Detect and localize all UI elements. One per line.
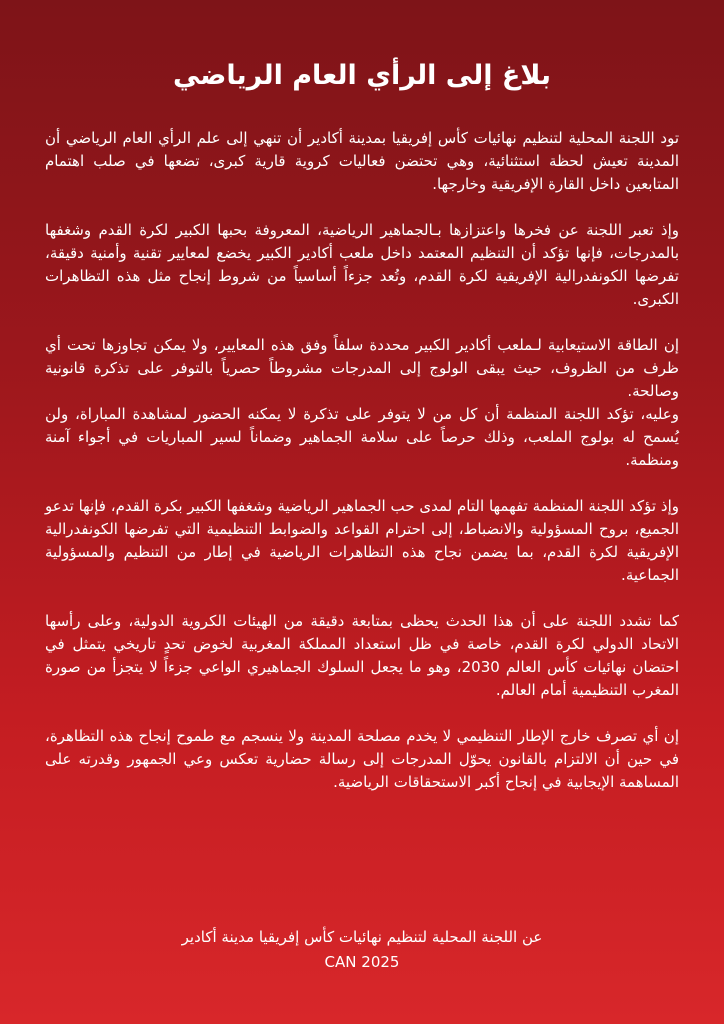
paragraph-responsibility: وإذ تؤكد اللجنة المنظمة تفهمها التام لمدى حب الجماهير الرياضية وشغفها الكبير بكرة القدم، فإنها تدعو الجميع، بروح المسؤولية والانضباط، إلى احترام القواعد والضوابط التنظيمية التي تفرضها الكونفدرالية الإفريقية لكرة القدم، بما يضمن نجاح هذه التظاهرات الرياضية في إطار من التنظيم والمسؤولية الجماعية.	[45, 497, 679, 584]
signature-block	[0, 925, 724, 975]
paragraph-capacity: إن الطاقة الاستيعابية لـملعب أكادير الكبير محددة سلفاً وفق هذه المعايير، ولا يمكن تجاوزها تحت أي ظرف من الظروف، حيث يبقى الولوج إلى المدرجات مشروطاً حصرياً بالتوفر على تذكرة قانونية وصالحة.	[45, 336, 679, 400]
paragraph-world-cup: كما تشدد اللجنة على أن هذا الحدث يحظى بمتابعة دقيقة من الهيئات الكروية الدولية، وعلى رأسها الاتحاد الدولي لكرة القدم، خاصة في ظل استعداد المملكة المغربية لخوض تحدٍ تاريخي يتمثل في احتضان نهائيات كأس العالم 2030، وهو ما يجعل السلوك الجماهيري الواعي جزءاً لا يتجزأ من صورة المغرب التنظيمية أمام العالم.	[45, 612, 679, 699]
paragraph-ticket-requirement: وعليه، تؤكد اللجنة المنظمة أن كل من لا يتوفر على تذكرة لا يمكنه الحضور لمشاهدة المباراة، ولن يُسمح له بولوج الملعب، وذلك حرصاً على سلامة الجماهير وضماناً لسير المباريات في أجواء آمنة ومنظمة.	[45, 405, 679, 469]
paragraph-conclusion: إن أي تصرف خارج الإطار التنظيمي لا يخدم مصلحة المدينة ولا ينسجم مع طموح إنجاح هذه التظاهرة، في حين أن الالتزام بالقانون يحوّل المدرجات إلى رسالة حضارية تعكس وعي الجمهور وقدرته على المساهمة الإيجابية في إنجاح أكبر الاستحقاقات الرياضية.	[45, 727, 679, 791]
page-title: بلاغ إلى الرأي العام الرياضي	[172, 60, 551, 91]
signature-committee: عن اللجنة المحلية لتنظيم نهائيات كأس إفريقيا مدينة أكادير	[181, 928, 543, 946]
paragraph-intro: تود اللجنة المحلية لتنظيم نهائيات كأس إفريقيا بمدينة أكادير أن تنهي إلى علم الرأي العام الرياضي أن المدينة تعيش لحظة استثنائية، وهي تحتضن فعاليات كروية قارية كبرى، تضعها في صلب اهتمام المتابعين داخل القارة الإفريقية وخارجها.	[45, 129, 679, 193]
signature-event-code: CAN 2025	[324, 953, 400, 971]
paragraph-fans-pride: وإذ تعبر اللجنة عن فخرها واعتزازها بـالجماهير الرياضية، المعروفة بحبها الكبير لكرة القدم وشغفها بالمدرجات، فإنها تؤكد أن التنظيم المعتمد داخل ملعب أكادير الكبير يخضع لمعايير تقنية وأمنية دقيقة، تفرضها الكونفدرالية الإفريقية لكرة القدم، وتُعد جزءاً أساسياً من شروط إنجاح مثل هذه التظاهرات الكبرى.	[45, 221, 679, 308]
statement-body	[45, 127, 679, 817]
